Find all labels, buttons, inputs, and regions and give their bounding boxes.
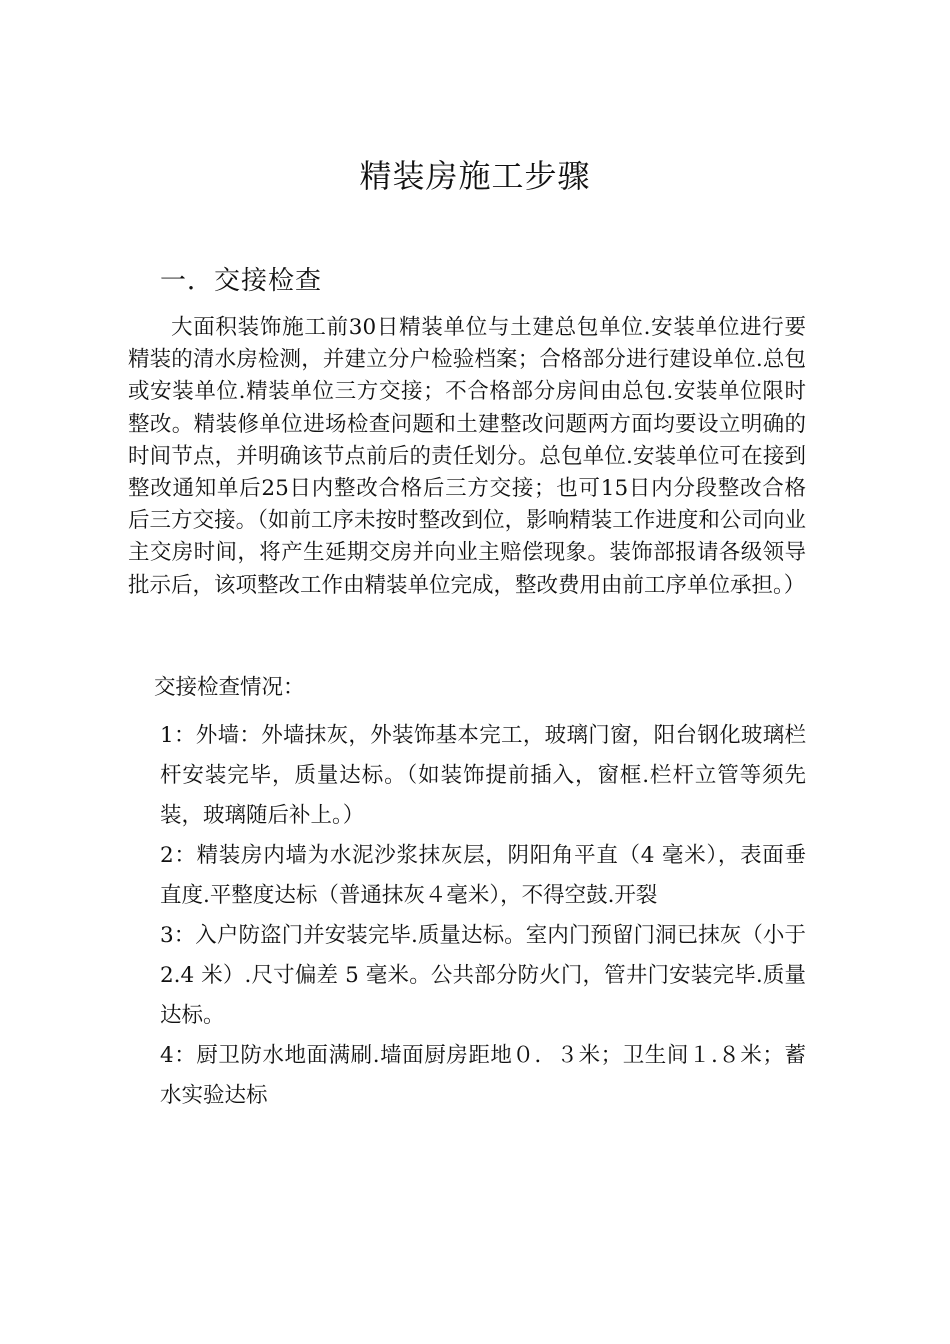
inspection-items-list	[160, 716, 806, 1116]
inspection-item-waterproofing: 4：厨卫防水地面满刷.墙面厨房距地０．３米；卫生间１.８米；蓄水实验达标	[160, 1043, 806, 1108]
inspection-item-doors: 3：入户防盗门并安装完毕.质量达标。室内门预留门洞已抹灰（小于 2.4 米）.尺寸偏差 5 毫米。公共部分防火门，管井门安装完毕.质量达标。	[160, 923, 806, 1028]
inspection-status-label: 交接检查情况：	[154, 675, 305, 700]
inspection-item-exterior-wall: 1：外墙：外墙抹灰，外装饰基本完工，玻璃门窗，阳台钢化玻璃栏杆安装完毕，质量达标。（如装饰提前插入，窗框.栏杆立管等须先装，玻璃随后补上。）	[160, 723, 806, 828]
inspection-item-interior-wall: 2：精装房内墙为水泥沙浆抹灰层，阴阳角平直（4 毫米），表面垂直度.平整度达标（普通抹灰４毫米），不得空鼓.开裂	[160, 843, 806, 908]
section-heading: 一．交接检查	[160, 266, 323, 296]
page-title: 精装房施工步骤	[359, 157, 591, 195]
intro-paragraph: 大面积装饰施工前30日精装单位与土建总包单位.安装单位进行要精装的清水房检测，并建立分户检验档案；合格部分进行建设单位.总包或安装单位.精装单位三方交接；不合格部分房间由总包.安装单位限时整改。精装修单位进场检查问题和土建整改问题两方面均要设立明确的时间节点，并明确该节点前后的责任划分。总包单位.安装单位可在接到整改通知单后25日内整改合格后三方交接；也可15日内分段整改合格后三方交接。（如前工序未按时整改到位，影响精装工作进度和公司向业主交房时间，将产生延期交房并向业主赔偿现象。装饰部报请各级领导批示后，该项整改工作由精装单位完成，整改费用由前工序单位承担。）	[128, 315, 806, 598]
